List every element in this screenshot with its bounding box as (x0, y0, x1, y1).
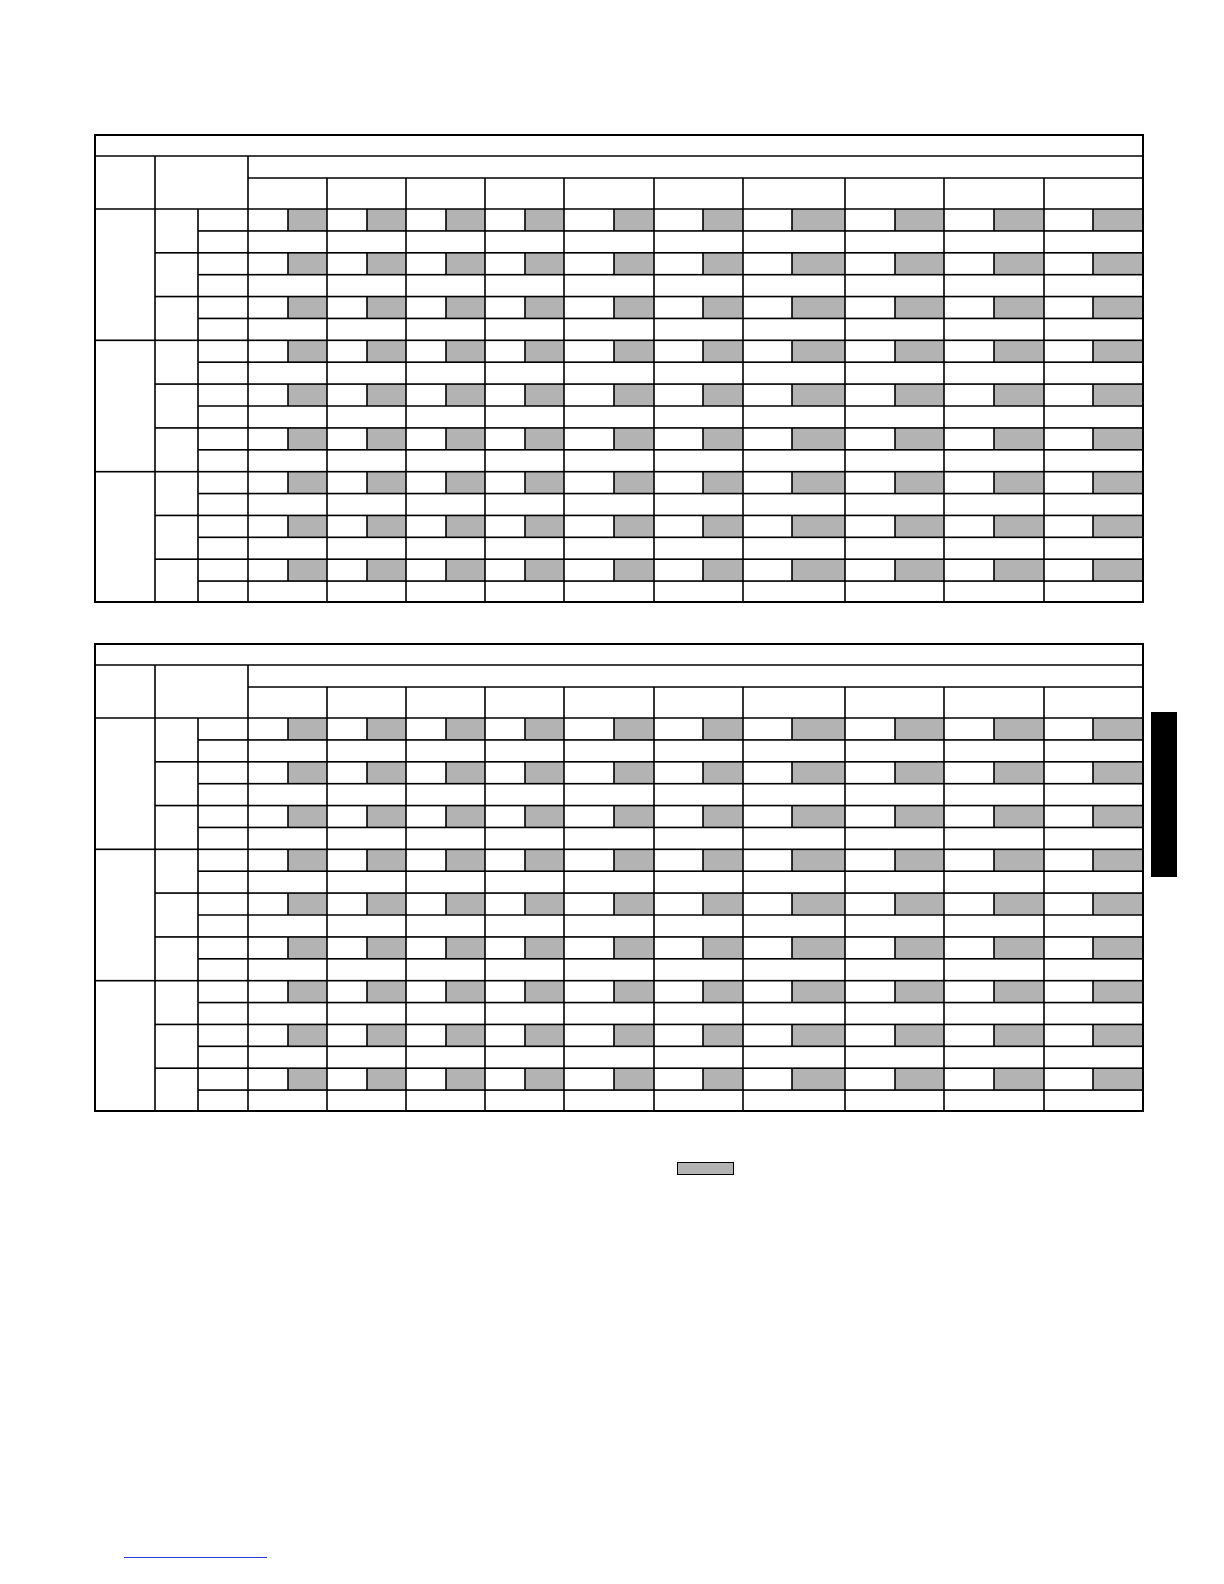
shaded-cell (792, 1024, 845, 1046)
shaded-cell (525, 559, 564, 581)
shaded-cell (994, 559, 1044, 581)
shaded-cell (703, 340, 743, 362)
shaded-cell (367, 384, 406, 406)
shaded-cell (367, 806, 406, 828)
shaded-cell (792, 806, 845, 828)
shaded-cell (703, 472, 743, 494)
shaded-cell (703, 981, 743, 1003)
shaded-cell (288, 209, 327, 231)
shaded-cell (703, 297, 743, 319)
shaded-cell (288, 297, 327, 319)
shaded-cell (1093, 340, 1143, 362)
shaded-cell (1093, 762, 1143, 784)
shaded-cell (614, 937, 654, 959)
shaded-cell (994, 297, 1044, 319)
shaded-cell (446, 937, 485, 959)
shaded-cell (994, 849, 1044, 871)
shaded-cell (994, 1024, 1044, 1046)
data-table-1-grid (94, 134, 1144, 603)
shaded-cell (994, 428, 1044, 450)
shaded-cell (525, 515, 564, 537)
shaded-cell (614, 1068, 654, 1090)
shaded-cell (994, 340, 1044, 362)
shaded-cell (288, 762, 327, 784)
shaded-cell (525, 1024, 564, 1046)
shaded-cell (446, 806, 485, 828)
section-side-tab (1151, 712, 1177, 877)
shaded-cell (895, 209, 944, 231)
shaded-cell (525, 762, 564, 784)
shaded-cell (288, 340, 327, 362)
shaded-cell (367, 297, 406, 319)
shaded-cell (1093, 472, 1143, 494)
shaded-cell (1093, 806, 1143, 828)
shaded-cell (446, 209, 485, 231)
shaded-cell (367, 472, 406, 494)
shaded-cell (525, 384, 564, 406)
shaded-cell (288, 559, 327, 581)
shaded-cell (792, 515, 845, 537)
shaded-cell (367, 515, 406, 537)
shaded-cell (1093, 718, 1143, 740)
shaded-cell (895, 384, 944, 406)
shaded-cell (367, 718, 406, 740)
shaded-cell (614, 253, 654, 275)
shaded-cell (614, 515, 654, 537)
shaded-cell (367, 253, 406, 275)
shaded-cell (1093, 849, 1143, 871)
data-table-2-grid (94, 643, 1144, 1112)
shaded-cell (895, 253, 944, 275)
shaded-cell (703, 1024, 743, 1046)
shaded-cell (614, 340, 654, 362)
shaded-cell (994, 209, 1044, 231)
shaded-cell (895, 981, 944, 1003)
shaded-cell (994, 515, 1044, 537)
shaded-cell (525, 893, 564, 915)
shaded-cell (703, 384, 743, 406)
shaded-cell (614, 806, 654, 828)
shaded-cell (367, 937, 406, 959)
shaded-cell (895, 297, 944, 319)
shaded-cell (994, 472, 1044, 494)
shaded-cell (525, 297, 564, 319)
shaded-cell (703, 893, 743, 915)
shaded-cell (367, 428, 406, 450)
shaded-cell (792, 1068, 845, 1090)
shaded-cell (446, 1024, 485, 1046)
shaded-cell (895, 340, 944, 362)
shaded-cell (367, 559, 406, 581)
shaded-cell (703, 1068, 743, 1090)
shaded-cell (792, 297, 845, 319)
shaded-cell (446, 253, 485, 275)
shaded-cell (792, 428, 845, 450)
shaded-cell (895, 1068, 944, 1090)
shaded-cell (614, 893, 654, 915)
shaded-cell (1093, 209, 1143, 231)
shaded-cell (446, 762, 485, 784)
shaded-cell (703, 806, 743, 828)
shaded-cell (792, 718, 845, 740)
shaded-cell (446, 849, 485, 871)
shaded-cell (288, 981, 327, 1003)
shaded-cell (895, 849, 944, 871)
shaded-cell (525, 209, 564, 231)
data-table-2 (94, 643, 1144, 1112)
shaded-cell (1093, 428, 1143, 450)
shaded-cell (367, 981, 406, 1003)
shaded-cell (525, 340, 564, 362)
shaded-cell (288, 472, 327, 494)
shaded-cell (792, 209, 845, 231)
shaded-cell (1093, 937, 1143, 959)
shaded-cell (367, 209, 406, 231)
shaded-cell (614, 849, 654, 871)
shaded-cell (446, 1068, 485, 1090)
shaded-cell (446, 981, 485, 1003)
shaded-cell (446, 472, 485, 494)
shaded-cell (525, 981, 564, 1003)
shaded-cell (288, 384, 327, 406)
shaded-cell (994, 384, 1044, 406)
shaded-cell (614, 559, 654, 581)
shaded-cell (446, 515, 485, 537)
shaded-cell (895, 559, 944, 581)
shaded-cell (614, 428, 654, 450)
shaded-cell (288, 515, 327, 537)
shaded-cell (895, 515, 944, 537)
shaded-cell (1093, 1068, 1143, 1090)
shaded-cell (288, 937, 327, 959)
shaded-cell (895, 472, 944, 494)
shaded-cell (994, 981, 1044, 1003)
shaded-cell (994, 1068, 1044, 1090)
shaded-cell (1093, 893, 1143, 915)
shaded-cell (1093, 253, 1143, 275)
shaded-cell (446, 297, 485, 319)
shaded-cell (288, 849, 327, 871)
shaded-cell (792, 762, 845, 784)
shaded-cell (614, 981, 654, 1003)
shaded-cell (288, 806, 327, 828)
shaded-cell (367, 893, 406, 915)
shaded-cell (614, 1024, 654, 1046)
shaded-cell (446, 893, 485, 915)
data-table-1 (94, 134, 1144, 603)
shaded-cell (367, 762, 406, 784)
shaded-cell (367, 1024, 406, 1046)
shaded-cell (367, 849, 406, 871)
shaded-cell (525, 849, 564, 871)
shaded-cell (446, 559, 485, 581)
shaded-cell (994, 937, 1044, 959)
shaded-cell (895, 762, 944, 784)
footer-rule (124, 1557, 267, 1558)
shaded-cell (895, 1024, 944, 1046)
shaded-cell (525, 253, 564, 275)
shaded-cell (994, 718, 1044, 740)
shaded-cell (792, 472, 845, 494)
shaded-cell (703, 937, 743, 959)
shaded-cell (525, 937, 564, 959)
shaded-cell (895, 718, 944, 740)
shaded-cell (1093, 1024, 1143, 1046)
shaded-cell (614, 718, 654, 740)
shaded-cell (994, 253, 1044, 275)
shaded-cell (525, 472, 564, 494)
shaded-cell (446, 340, 485, 362)
shaded-cell (703, 428, 743, 450)
shaded-cell (1093, 384, 1143, 406)
shaded-cell (792, 849, 845, 871)
shaded-cell (367, 1068, 406, 1090)
shaded-cell (288, 893, 327, 915)
shaded-cell (1093, 559, 1143, 581)
shaded-cell (614, 472, 654, 494)
shaded-cell (994, 893, 1044, 915)
shaded-cell (703, 253, 743, 275)
shaded-cell (288, 253, 327, 275)
shaded-cell (994, 762, 1044, 784)
shaded-cell (525, 718, 564, 740)
shaded-cell (525, 1068, 564, 1090)
shaded-cell (895, 428, 944, 450)
shaded-cell (792, 937, 845, 959)
shaded-cell (703, 559, 743, 581)
shaded-cell (288, 428, 327, 450)
shaded-cell (1093, 297, 1143, 319)
shaded-cell (895, 937, 944, 959)
shaded-cell (446, 428, 485, 450)
shaded-cell (703, 515, 743, 537)
shaded-cell (446, 718, 485, 740)
shaded-cell (614, 762, 654, 784)
shaded-cell (288, 1024, 327, 1046)
shaded-cell (288, 1068, 327, 1090)
shaded-cell (1093, 515, 1143, 537)
shaded-cell (614, 384, 654, 406)
shaded-cell (895, 893, 944, 915)
shaded-cell (614, 209, 654, 231)
shaded-cell (895, 806, 944, 828)
shaded-cell (792, 253, 845, 275)
legend-shaded-swatch (677, 1162, 734, 1175)
shaded-cell (792, 893, 845, 915)
shaded-cell (792, 384, 845, 406)
shaded-cell (703, 209, 743, 231)
shaded-cell (614, 297, 654, 319)
shaded-cell (367, 340, 406, 362)
shaded-cell (792, 340, 845, 362)
shaded-cell (703, 718, 743, 740)
shaded-cell (792, 559, 845, 581)
shaded-cell (792, 981, 845, 1003)
shaded-cell (1093, 981, 1143, 1003)
shaded-cell (446, 384, 485, 406)
shaded-cell (288, 718, 327, 740)
shaded-cell (525, 428, 564, 450)
shaded-cell (994, 806, 1044, 828)
shaded-cell (703, 849, 743, 871)
shaded-cell (525, 806, 564, 828)
shaded-cell (703, 762, 743, 784)
